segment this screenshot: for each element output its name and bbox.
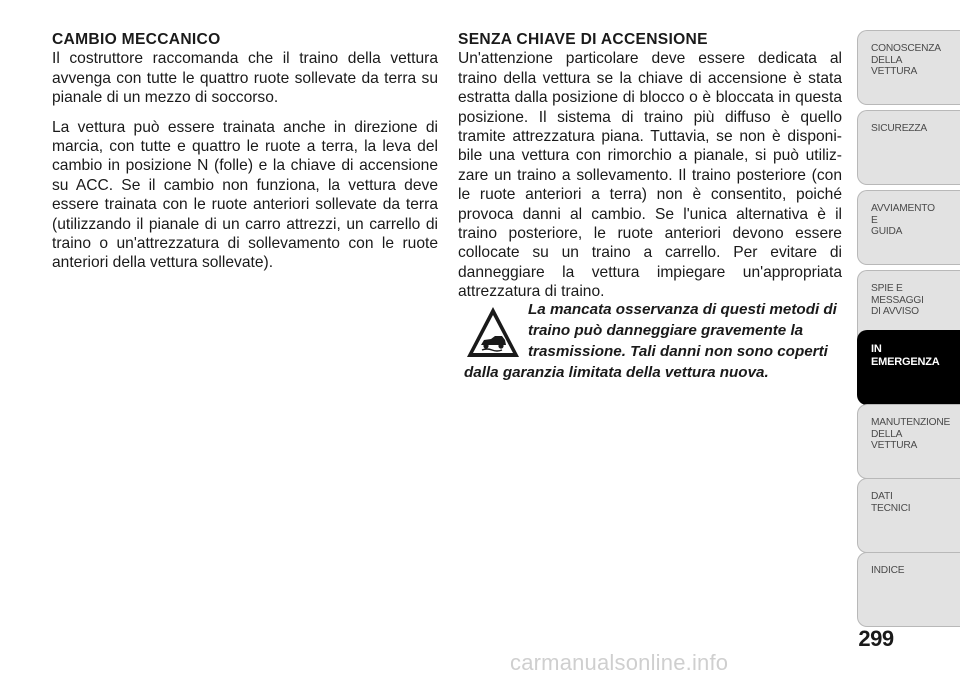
tab-label: INDICE	[871, 565, 905, 576]
tab-indice[interactable]	[857, 552, 960, 627]
tab-label: IN EMERGENZA	[871, 343, 940, 368]
tab-dati-tecnici[interactable]	[857, 478, 960, 553]
tab-label: AVVIAMENTO E GUIDA	[871, 203, 935, 238]
tab-label: DATI TECNICI	[871, 491, 911, 514]
body-paragraph: La vettura può essere trainata anche in direzione di marcia, con tutte e quattro le ruote a terra, la leva del cambio in posizione N (folle) e la chiave di accensione su ACC. Se il cambio non funziona, la vettura deve essere trainata con le ruote anteriori sollevate da terra (utilizzando il pianale di un carro attrezzi, un carrello di traino o un'attrezzatura di sollevamento con le ruote anteriori della vettura sollevate).	[52, 118, 438, 272]
tab-manutenzione-della-vettura[interactable]	[857, 404, 960, 479]
body-paragraph: Un'attenzione particolare deve essere dedicata al traino della vettura se la chiave di accensione è stata estratta dalla posizione di blocco o è bloccata in questa posizione. Il sistema di traino più diffuso è quello tramite attrezzatura piana. Tuttavia, se non è disponi-bile una vettura con rimorchio a pianale, si può utiliz-zare un traino a sollevamento. Il traino posteriore (con le ruote anteriori a terra) non è consentito, poiché provoca danni al cambio. Se l'unica alternativa è il traino posteriore, le ruote anteriori devono essere collocate su un traino a carrello. Per evitare di danneggiare la vettura impiegare un'appropriata attrezzatura di traino.	[458, 50, 842, 301]
body-paragraph: Il costruttore raccomanda che il traino della vettura avvenga con tutte le quattro ruote sollevate da terra su pianale di un mezzo di soccorso.	[52, 50, 438, 107]
tab-label: SPIE E MESSAGGI DI AVVISO	[871, 283, 924, 318]
tab-avviamento-e-guida[interactable]	[857, 190, 960, 265]
page-number: 299	[858, 626, 894, 651]
left-column	[52, 30, 438, 273]
tab-sicurezza[interactable]	[857, 110, 960, 185]
tab-label: CONOSCENZA DELLA VETTURA	[871, 43, 941, 78]
section-heading: SENZA CHIAVE DI ACCENSIONE	[458, 31, 708, 48]
tab-label: SICUREZZA	[871, 123, 927, 134]
section-heading: CAMBIO MECCANICO	[52, 31, 221, 48]
tab-in-emergenza[interactable]	[857, 330, 960, 405]
tab-label: MANUTENZIONE DELLA VETTURA	[871, 417, 951, 452]
right-column	[458, 30, 842, 302]
slippery-road-warning-icon	[464, 303, 522, 361]
watermark: carmanualsonline.info	[510, 650, 729, 675]
warning-text: La mancata osservanza di questi metodi di traino può danneggiare gravemente la trasmissione. Tali danni non sono coperti dalla garanzia limitata della vettura nuova.	[464, 301, 837, 381]
warning-note	[464, 299, 842, 383]
tab-conoscenza-della-vettura[interactable]	[857, 30, 960, 105]
